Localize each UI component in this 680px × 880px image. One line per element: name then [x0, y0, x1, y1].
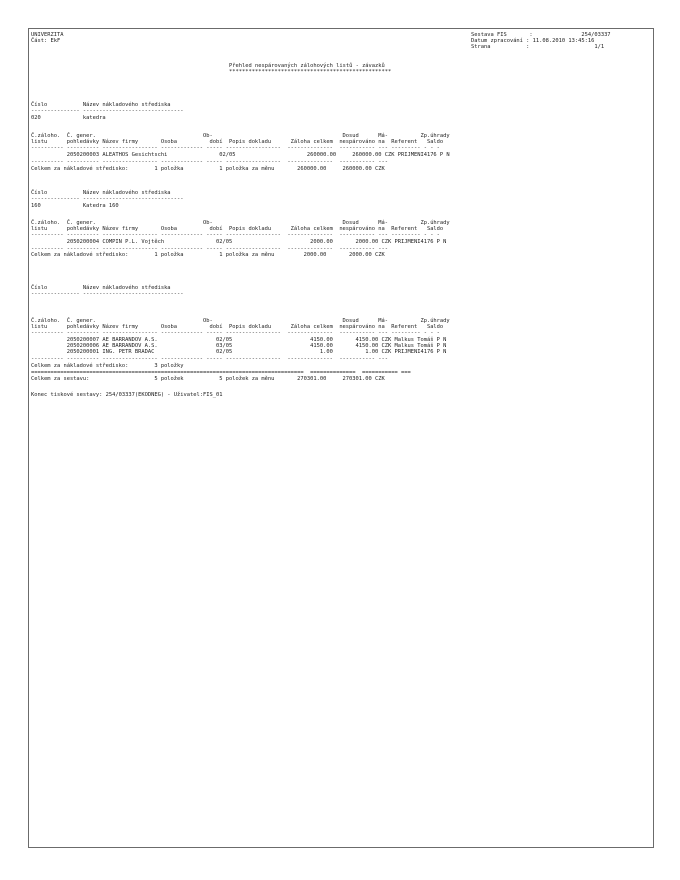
section-caption: Číslo Název nákladového střediska — [31, 190, 171, 196]
section-caption-rule: --------------- ------------------------------- — [31, 291, 184, 297]
subtotal-rule: ---------- ---------- ----------------- ------------- ----- ----------------- -------------- ----------- --- — [31, 246, 388, 252]
column-header-rule: ---------- ---------- ----------------- ------------- ----- ----------------- -------------- ----------- --- --------- - - - — [31, 145, 440, 151]
subtotal-rule: ---------- ---------- ----------------- ------------- ----- ----------------- -------------- ----------- --- — [31, 159, 388, 165]
column-header-2: listu pohledávky Název firmy Osoba dobí Popis dokladu Záloha celkem nespárováno na Referent Saldo — [31, 226, 444, 232]
report-page — [28, 28, 654, 848]
cost-center: 160 Katedra 160 — [31, 203, 119, 209]
section-caption-rule: --------------- ------------------------------- — [31, 196, 184, 202]
subtotal-rule: ---------- ---------- ----------------- ------------- ----- ----------------- -------------- ----------- --- — [31, 356, 388, 362]
cost-center: 020 katedra — [31, 115, 106, 121]
table-row: 2050200003 ALEATHOS Gesichtschi 02/05 260000.00 260000.00 CZK PRIJMENI4176 P N — [31, 152, 450, 158]
section-total: Celkem za nákladové středisko: 3 položky — [31, 363, 184, 369]
processing-date: Datum zpracování : 11.08.2010 13:45:16 — [471, 38, 595, 44]
org-part: Část: EkF — [31, 38, 61, 44]
grand-total-rule: ==================================================================================== ============== =========== === — [31, 370, 411, 376]
section-total: Celkem za nákladové středisko: 1 položka 1 položka za měnu 2000.00 2000.00 CZK — [31, 252, 385, 258]
report-number: Sestava FIS : 254/03337 — [471, 32, 611, 38]
table-row: 2050200007 AE BARRANDOV A.S. 02/05 4150.00 4150.00 CZK Malkus Tomáš P N — [31, 337, 447, 343]
title-underline: ************************************************** — [229, 69, 392, 75]
table-row: 2050200001 ING. PETR BRADAC 02/05 1.00 1.00 CZK PRIJMENI4176 P N — [31, 349, 447, 355]
column-header-1: Č.záloho. Č. gener. Ob- Dosud Má- Zp.úhrady — [31, 133, 450, 139]
column-header-1: Č.záloho. Č. gener. Ob- Dosud Má- Zp.úhrady — [31, 318, 450, 324]
column-header-rule: ---------- ---------- ----------------- ------------- ----- ----------------- -------------- ----------- --- --------- - - - — [31, 330, 440, 336]
section-caption-rule: --------------- ------------------------------- — [31, 108, 184, 114]
section-caption: Číslo Název nákladového střediska — [31, 102, 171, 108]
column-header-2: listu pohledávky Název firmy Osoba dobí Popis dokladu Záloha celkem nespárováno na Referent Saldo — [31, 324, 444, 330]
column-header-rule: ---------- ---------- ----------------- ------------- ----- ----------------- -------------- ----------- --- --------- - - - — [31, 232, 440, 238]
org-name: UNIVERZITA — [31, 32, 64, 38]
report-end-note: Konec tiskové sestavy: 254/03337(EKODNEG) - Uživatel:FIS_01 — [31, 392, 223, 398]
report-title: Přehled nespárovaných zálohových listů - závazků — [229, 63, 385, 69]
table-row: 2050200004 COMPIN P.L. Vojtěch 02/05 2000.00 2000.00 CZK PRIJMENI4176 P N — [31, 239, 447, 245]
page-number: Strana : 1/1 — [471, 44, 605, 50]
section-caption: Číslo Název nákladového střediska — [31, 285, 171, 291]
grand-total: Celkem za sestavu: 5 položek 5 položek za měnu 270301.00 270301.00 CZK — [31, 376, 385, 382]
section-total: Celkem za nákladové středisko: 1 položka 1 položka za měnu 260000.00 260000.00 CZK — [31, 166, 385, 172]
table-row: 2050200006 AE BARRANDOV A.S. 03/05 4150.00 4150.00 CZK Malkus Tomáš P N — [31, 343, 447, 349]
column-header-1: Č.záloho. Č. gener. Ob- Dosud Má- Zp.úhrady — [31, 220, 450, 226]
column-header-2: listu pohledávky Název firmy Osoba dobí Popis dokladu Záloha celkem nespárováno na Referent Saldo — [31, 139, 444, 145]
